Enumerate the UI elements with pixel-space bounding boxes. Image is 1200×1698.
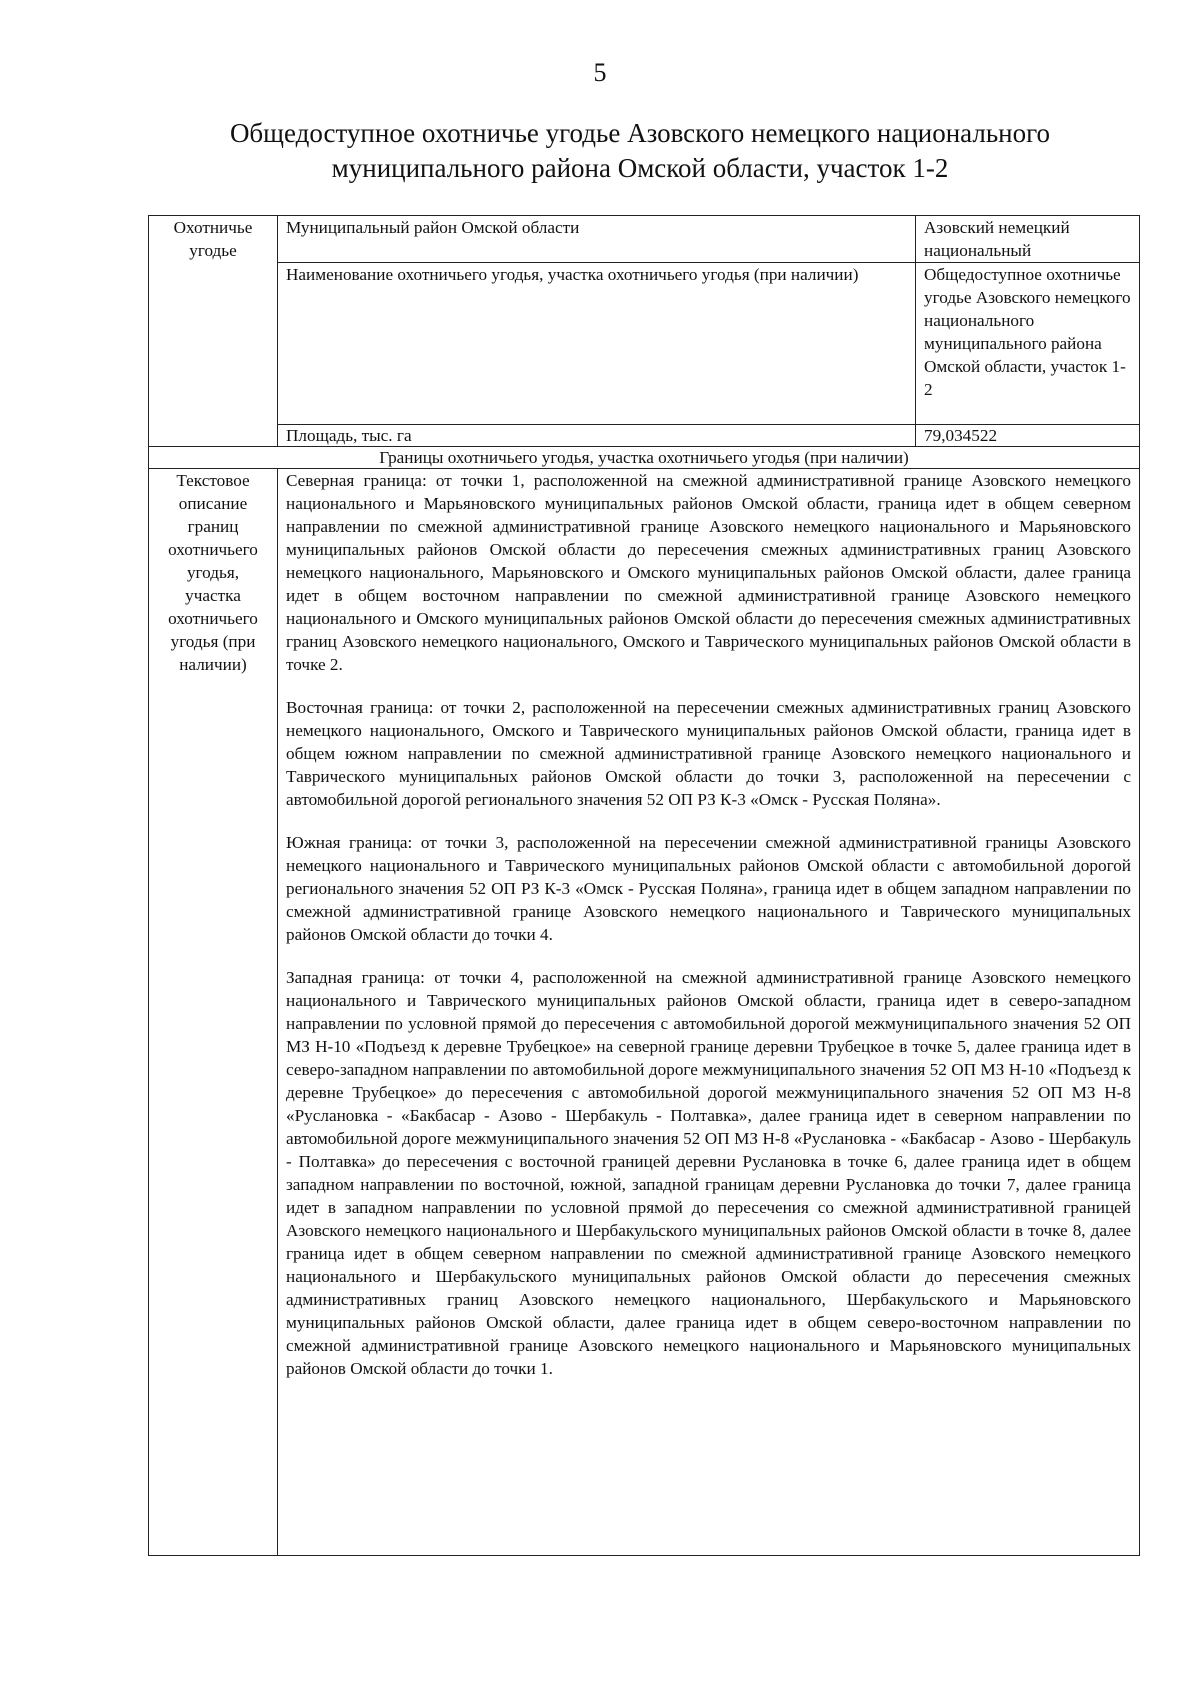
area-value: 79,034522: [916, 425, 1140, 447]
document-title: [150, 116, 1130, 186]
boundaries-header: Границы охотничьего угодья, участка охотничьего угодья (при наличии): [149, 447, 1140, 469]
ground-name-label: Наименование охотничьего угодья, участка охотничьего угодья (при наличии): [278, 263, 916, 425]
title-line-2: муниципального района Омской области, участок 1-2: [331, 153, 949, 183]
hunting-ground-table: [148, 215, 1140, 1556]
west-boundary-text: Западная граница: от точки 4, расположенной на смежной административной границе Азовского немецкого национального и Таврического муниципальных районов Омской области, граница идет в северо-западном направлении по условной прямой до пересечения с автомобильной дорогой межмуниципального значения 52 ОП МЗ Н-10 «Подъезд к деревне Трубецкое» на северной границе деревни Трубецкое в точке 5, далее граница идет в северо-западном направлении по автомобильной дороге межмуниципального значения 52 ОП МЗ Н-10 «Подъезд к деревне Трубецкое» до пересечения с автомобильной дорогой межмуниципального значения 52 ОП МЗ Н-8 «Руслановка - «Бакбасар - Азово - Шербакуль - Полтавка», далее граница идет в северном направлении по автомобильной дороге межмуниципального значения 52 ОП МЗ Н-8 «Руслановка - «Бакбасар - Азово - Шербакуль - Полтавка» до пересечения с восточной границей деревни Руслановка в точке 6, далее граница идет в общем западном направлении по восточной, южной, западной границам деревни Руслановка до точки 7, далее граница идет в западном направлении по условной прямой до пересечения со смежной административной границей Азовского немецкого национального и Шербакульского муниципальных районов Омской области в точке 8, далее граница идет в общем северном направлении по смежной административной границе Азовского немецкого национального и Шербакульского муниципальных районов Омской области до пересечения смежных административных границ Азовского немецкого национального, Шербакульского и Марьяновского муниципальных районов Омской области, далее граница идет в общем северо-восточном направлении по смежной административной границе Азовского немецкого национального и Марьяновского муниципальных районов Омской области до точки 1.: [286, 968, 1131, 1378]
boundaries-description: [278, 469, 1140, 1556]
ground-name-value: Общедоступное охотничье угодье Азовского немецкого национального муниципального района Омской области, участок 1-2: [916, 263, 1140, 425]
east-boundary-text: Восточная граница: от точки 2, расположенной на пересечении смежных административных границ Азовского немецкого национального, Омского и Таврического муниципальных районов Омской области, граница идет в общем южном направлении по смежной административной границе Азовского немецкого национального и Таврического муниципальных районов Омской области до точки 3, расположенной на пересечении с автомобильной дорогой регионального значения 52 ОП РЗ К-3 «Омск - Русская Поляна».: [286, 698, 1131, 809]
table-row: [149, 447, 1140, 469]
table-row: [149, 263, 1140, 425]
title-line-1: Общедоступное охотничье угодье Азовского немецкого национального: [229, 118, 1051, 148]
municipal-district-label: Муниципальный район Омской области: [278, 216, 916, 263]
area-label: Площадь, тыс. га: [278, 425, 916, 447]
description-label: Текстовое описание границ охотничьего угодья, участка охотничьего угодья (при наличии): [149, 469, 278, 1556]
page-number: 5: [593, 58, 607, 87]
south-boundary-text: Южная граница: от точки 3, расположенной на пересечении смежной административной границы Азовского немецкого национального и Таврического муниципальных районов Омской области с автомобильной дорогой регионального значения 52 ОП РЗ К-3 «Омск - Русская Поляна», граница идет в общем западном направлении по смежной административной границе Азовского немецкого национального и Таврического муниципальных районов Омской области до точки 4.: [286, 833, 1131, 944]
municipal-district-value: Азовский немецкий национальный: [916, 216, 1140, 263]
table-row: [149, 216, 1140, 263]
hunting-ground-label: Охотничье угодье: [149, 216, 278, 447]
table-row: [149, 469, 1140, 1556]
table-row: [149, 425, 1140, 447]
north-boundary-text: Северная граница: от точки 1, расположенной на смежной административной границе Азовского немецкого национального и Марьяновского муниципальных районов Омской области, граница идет в общем северном направлении по смежной административной границе Азовского немецкого национального и Марьяновского муниципальных районов Омской области до пересечения смежных административных границ Азовского немецкого национального, Марьяновского и Омского муниципальных районов Омской области, далее граница идет в общем восточном направлении по смежной административной границе Азовского немецкого национального и Омского муниципальных районов Омской области до пересечения смежных административных границ Азовского немецкого национального, Омского и Таврического муниципальных районов Омской области в точке 2.: [286, 471, 1131, 674]
